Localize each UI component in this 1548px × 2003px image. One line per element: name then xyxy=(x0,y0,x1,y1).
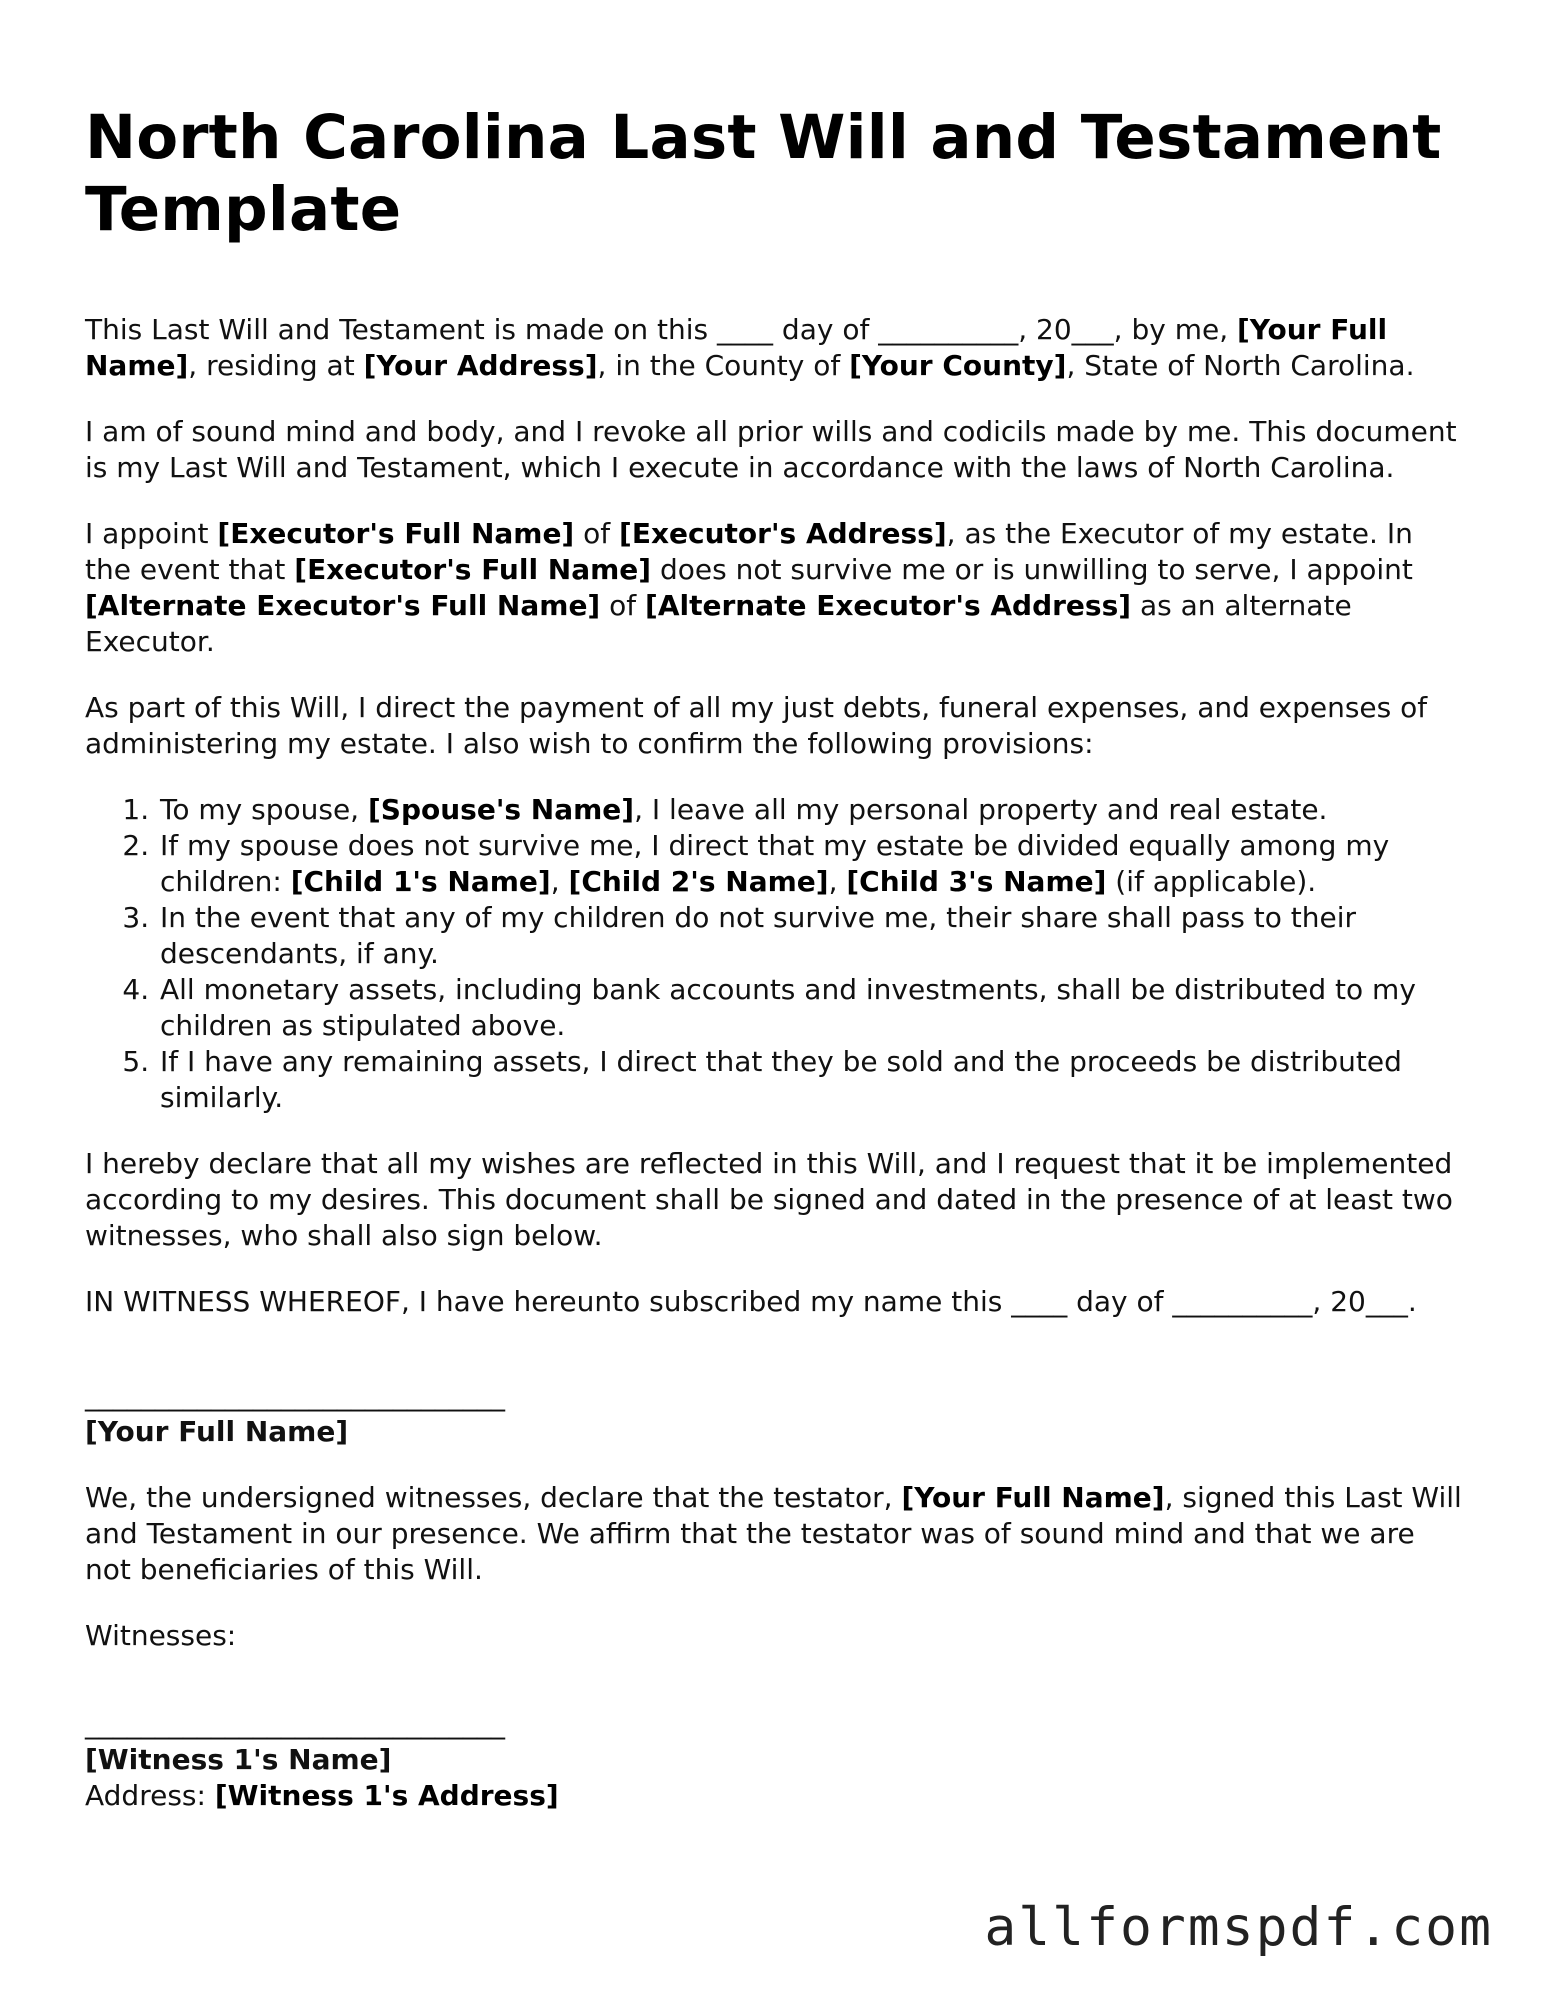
child-1-name-placeholder: [Child 1's Name] xyxy=(290,865,551,898)
your-county-placeholder: [Your County] xyxy=(849,349,1067,382)
sound-mind-paragraph: I am of sound mind and body, and I revoke all prior wills and codicils made by me. This document is my Last Will and Testament, which I execute in accordance with the laws of North Carolina. xyxy=(85,415,1457,484)
witness-whereof-paragraph: IN WITNESS WHEREOF, I have hereunto subscribed my name this ____ day of __________, 20___. xyxy=(85,1285,1417,1318)
testator-signature-line: ______________________________ xyxy=(85,1379,505,1412)
witness-1-address: Address: [Witness 1's Address] xyxy=(85,1779,559,1812)
spouse-name-placeholder: [Spouse's Name] xyxy=(367,793,635,826)
list-item: 2. If my spouse does not survive me, I direct that my estate be divided equally among my children: [Child 1's Name], [Child 2's Name], [Child 3's Name] (if applicable). xyxy=(158,828,1465,900)
child-3-name-placeholder: [Child 3's Name] xyxy=(846,865,1107,898)
testator-name-placeholder: [Your Full Name] xyxy=(901,1481,1165,1514)
your-address-placeholder: [Your Address] xyxy=(363,349,598,382)
declaration-paragraph: I hereby declare that all my wishes are reflected in this Will, and I request that it be implemented according to my desires. This document shall be signed and dated in the presence of at least two witnesses, who shall also sign below. xyxy=(85,1147,1453,1252)
intro-paragraph: This Last Will and Testament is made on this ____ day of __________, 20___, by me, [Your Full Name], residing at [Your Address], in the County of [Your County], State of North Carolina. xyxy=(85,313,1415,382)
list-item: 5. If I have any remaining assets, I direct that they be sold and the proceeds be distributed similarly. xyxy=(158,1044,1465,1116)
document-page xyxy=(85,102,1465,1814)
provisions-list xyxy=(85,792,1465,1116)
attestation-paragraph: We, the undersigned witnesses, declare that the testator, [Your Full Name], signed this Last Will and Testament in our presence. We affirm that the testator was of sound mind and that we are not beneficiaries of this Will. xyxy=(85,1481,1462,1586)
child-2-name-placeholder: [Child 2's Name] xyxy=(568,865,829,898)
debts-paragraph: As part of this Will, I direct the payment of all my just debts, funeral expenses, and expenses of administering my estate. I also wish to confirm the following provisions: xyxy=(85,691,1428,760)
executor-paragraph: I appoint [Executor's Full Name] of [Executor's Address], as the Executor of my estate. In the event that [Executor's Full Name] does not survive me or is unwilling to serve, I appoint [Alternate Executor's Full Name] of [Alternate Executor's Address] as an alternate Executor. xyxy=(85,517,1413,658)
witness-1-signature-line: ______________________________ xyxy=(85,1707,505,1740)
list-item: 1. To my spouse, [Spouse's Name], I leave all my personal property and real estate. xyxy=(158,792,1465,828)
witness-1-address-placeholder: [Witness 1's Address] xyxy=(214,1779,559,1812)
alternate-executor-address-placeholder: [Alternate Executor's Address] xyxy=(645,589,1132,622)
executor-name-placeholder: [Executor's Full Name] xyxy=(294,553,652,586)
watermark: allformspdf.com xyxy=(984,1897,1493,1958)
list-item: 4. All monetary assets, including bank accounts and investments, shall be distributed to my children as stipulated above. xyxy=(158,972,1465,1044)
page-title: North Carolina Last Will and Testament Template xyxy=(85,102,1442,245)
witness-1-name: [Witness 1's Name] xyxy=(85,1743,392,1776)
list-item: 3. In the event that any of my children do not survive me, their share shall pass to their descendants, if any. xyxy=(158,900,1465,972)
testator-signature-name: [Your Full Name] xyxy=(85,1415,349,1448)
your-name-placeholder: [Your Full Name] xyxy=(85,313,1388,382)
executor-address-placeholder: [Executor's Address] xyxy=(619,517,947,550)
witnesses-label: Witnesses: xyxy=(85,1619,237,1652)
executor-name-placeholder: [Executor's Full Name] xyxy=(217,517,575,550)
alternate-executor-name-placeholder: [Alternate Executor's Full Name] xyxy=(85,589,601,622)
